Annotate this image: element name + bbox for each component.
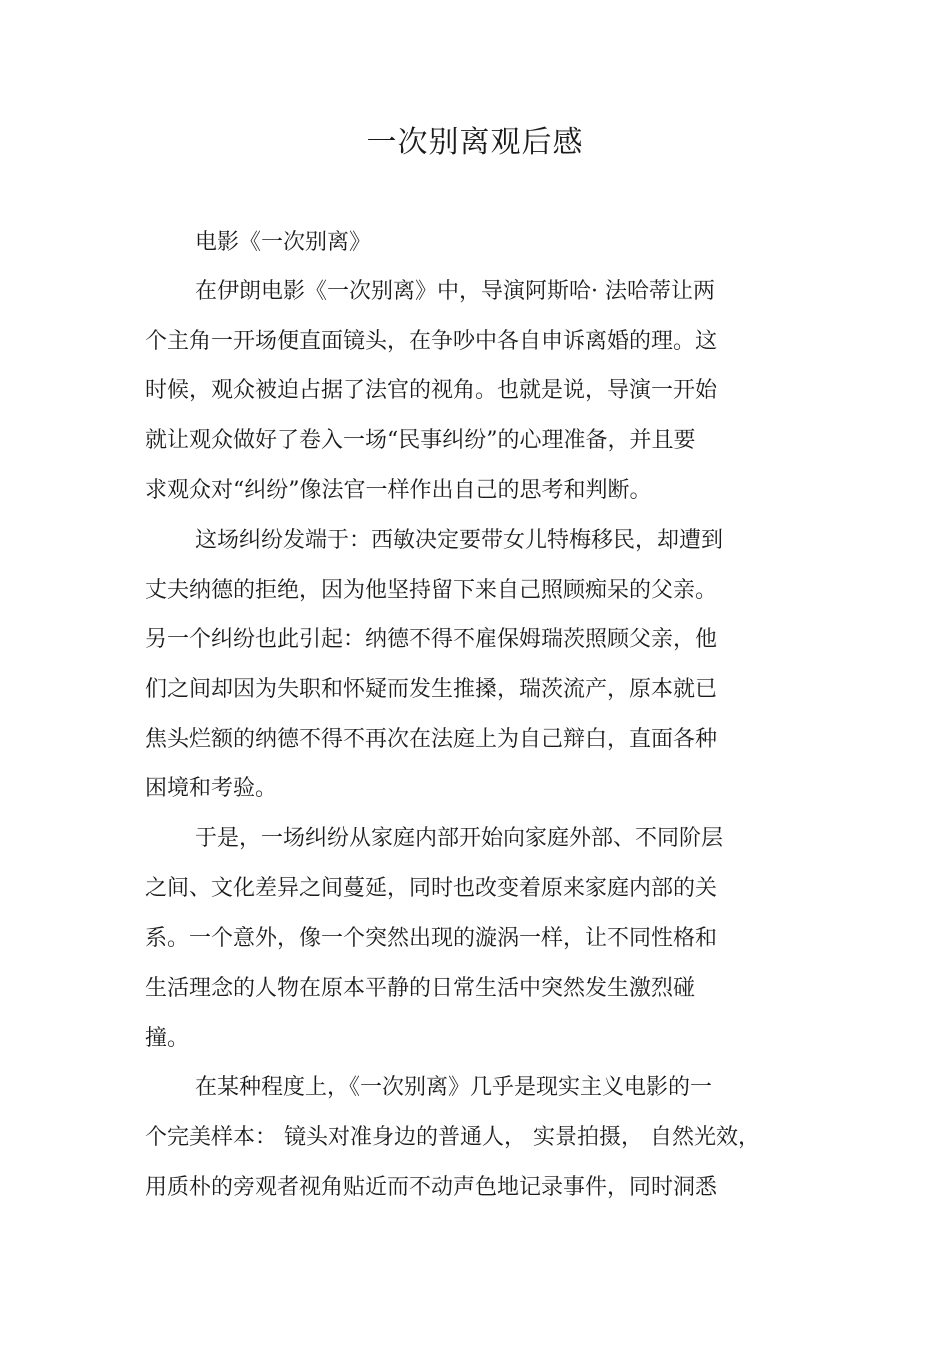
text-line: 困境和考验。	[145, 776, 278, 801]
text-line: 用质朴的旁观者视角贴近而不动声色地记录事件，同时洞悉	[145, 1175, 718, 1200]
text-line: 电影《一次别离》	[195, 230, 372, 255]
text-line: 撞。	[145, 1026, 190, 1051]
text-line: 求观众对“纠纷”像法官一样作出自己的思考和判断。	[145, 478, 652, 503]
text-line: 于是，一场纠纷从家庭内部开始向家庭外部、不同阶层	[195, 826, 724, 851]
text-line: 们之间却因为失职和怀疑而发生推搡，瑞茨流产，原本就已	[145, 677, 718, 702]
text-line: 另一个纠纷也此引起：纳德不得不雇保姆瑞茨照顾父亲，他	[145, 627, 718, 652]
text-line: 在伊朗电影《一次别离》中，导演阿斯哈· 法哈蒂让两	[195, 279, 715, 304]
document-title: 一次别离观后感	[366, 125, 584, 160]
text-line: 之间、文化差异之间蔓延，同时也改变着原来家庭内部的关	[145, 876, 718, 901]
text-line: 在某种程度上，《一次别离》几乎是现实主义电影的一	[195, 1075, 713, 1100]
text-line: 丈夫纳德的拒绝，因为他坚持留下来自己照顾痴呆的父亲。	[145, 578, 718, 603]
text-line: 就让观众做好了卷入一场“民事纠纷”的心理准备，并且要	[145, 428, 696, 453]
text-line: 时候，观众被迫占据了法官的视角。也就是说，导演一开始	[145, 378, 718, 403]
text-line: 生活理念的人物在原本平静的日常生活中突然发生激烈碰	[145, 976, 696, 1001]
text-line: 系。一个意外，像一个突然出现的漩涡一样，让不同性格和	[145, 926, 718, 951]
text-line: 个主角一开场便直面镜头，在争吵中各自申诉离婚的理。这	[145, 329, 718, 354]
text-line: 焦头烂额的纳德不得不再次在法庭上为自己辩白，直面各种	[145, 727, 718, 752]
text-line: 个完美样本： 镜头对准身边的普通人， 实景拍摄， 自然光效，	[145, 1125, 760, 1150]
text-line: 这场纠纷发端于：西敏决定要带女儿特梅移民，却遭到	[195, 528, 724, 553]
